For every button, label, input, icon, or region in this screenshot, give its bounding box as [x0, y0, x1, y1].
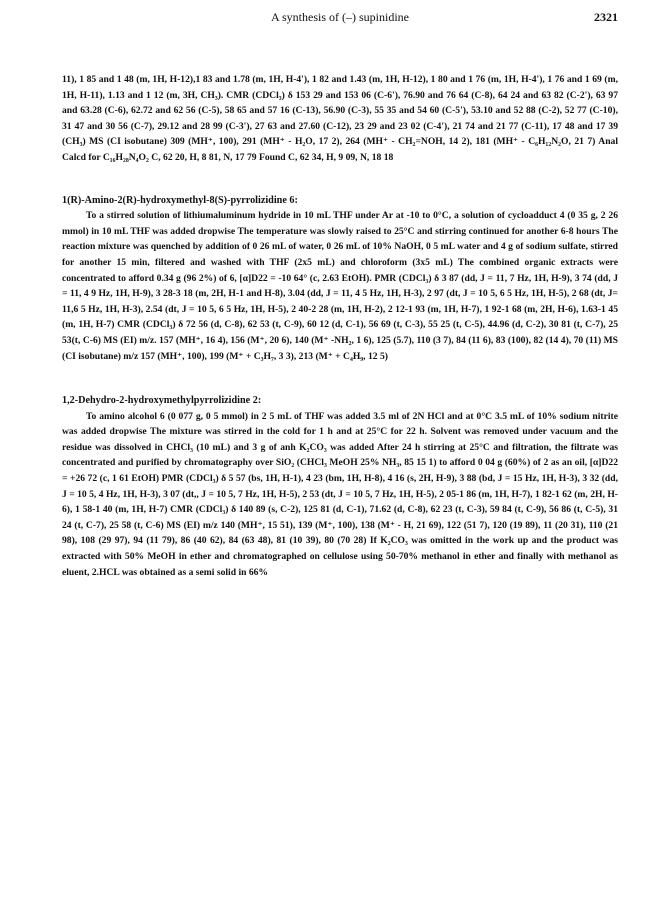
running-title: A synthesis of (–) supinidine: [271, 10, 409, 24]
article-body: [62, 72, 618, 580]
continued-paragraph: 11), 1 85 and 1 48 (m, 1H, H-12),1 83 and 1.78 (m, 1H, H-4'), 1 82 and 1.43 (m, 1H, H-12), 1 80 and 1 76 (m, 1H, H-4'), 1 76 and 1 69 (m, 1H, H-11), 1.13 and 1 12 (m, 3H, CH₃). CMR (CDCl₃) δ 153 29 and 153 06 (C-6'), 76.90 and 76 64 (C-8), 64 24 and 63 82 (C-2'), 63 97 and 63.28 (C-6), 62.72 and 62 56 (C-5), 58 65 and 57 16 (C-13), 56.90 (C-3), 55 35 and 54 60 (C-5'), 53.10 and 52 88 (C-2), 52 77 (C-10), 31 47 and 30 56 (C-7), 29.12 and 28 99 (C-3'), 27 63 and 27.60 (C-12), 23 29 and 23 02 (C-4'), 21 74 and 21 77 (C-11), 17 48 and 17 39 (CH₃) MS (CI isobutane) 309 (MH⁺, 100), 291 (MH⁺ - H₂O, 17 2), 264 (MH⁺ - CH₂=NOH, 14 2), 181 (MH⁺ - C₆H₁₂N₂O, 21 7) Anal Calcd for C₁₆H₂₈N₄O₂ C, 62 20, H, 8 81, N, 17 79 Found C, 62 34, H, 9 09, N, 18 18: [62, 74, 618, 163]
section-text-dehydro-pyrrolizidine: To amino alcohol 6 (0 077 g, 0 5 mmol) in 2 5 mL of THF was added 3.5 ml of 2N HCl and at 0°C 3.5 mL of 10% sodium nitrite was added dropwise The mixture was stirred in the cold for 1 h and at 25°C for 22 h. Solvent was removed under vacuum and the residue was dissolved in CHCl₃ (10 mL) and 3 g of anh K₂CO₃ was added After 24 h stirring at 25°C and filtration, the filtrate was concentrated and purified by chromatography over SiO₂ (CHCl₃ MeOH 25% NH₃, 85 15 1) to afford 0 04 g (60%) of 2 as an oil, [α]D22 = +26 72 (c, 1 61 EtOH) PMR (CDCl₃) δ 5 57 (bs, 1H, H-1), 4 23 (bm, 1H, H-8), 4 16 (s, 2H, H-9), 3 88 (bd, J = 15 Hz, 1H, H-3), 3 32 (dd, J = 10 5, 4 Hz, 1H, H-3), 3 07 (dt,, J = 10 5, 7 Hz, 1H, H-5), 2 53 (dt, J = 10 5, 7 Hz, 1H, H-5), 2 05-1 86 (m, 1H, H-7), 1 82-1 62 (m, 2H, H-6), 1 58-1 40 (m, 1H, H-7) CMR (CDCl₃) δ 140 89 (s, C-2), 125 81 (d, C-1), 71.62 (d, C-8), 62 23 (t, C-3), 59 84 (t, C-9), 56 86 (t, C-5), 31 24 (t, C-7), 25 58 (t, C-6) MS (EI) m/z 140 (MH⁺, 15 51), 139 (M⁺, 100), 138 (M⁺ - H, 21 69), 122 (51 7), 120 (19 89), 11 (20 31), 110 (21 98), 108 (29 97), 94 (11 79), 86 (40 62), 84 (63 48), 81 (10 39), 80 (70 28) If K₂CO₃ was omitted in the work up and the product was extracted with 50% MeOH in ether and chromatographed on cellulose using 50-70% methanol in ether and finally with methanol as eluent, 2.HCL was obtained as a semi solid in 66%: [62, 410, 618, 578]
section-text-amino-pyrrolizidine: To a stirred solution of lithiumaluminum hydride in 10 mL THF under Ar at -10 to 0°C, a solution of cycloadduct 4 (0 35 g, 2 26 mmol) in 10 mL THF was added dropwise The temperature was slowly raised to 25°C and stirring continued for another 6-8 hours The reaction mixture was quenched by addition of 0 26 mL of water, 0 26 mL of 10% NaOH, 0 5 mL water and 4 g of sodium sulfate, stirred for another 15 min, filtered and washed with THF (2x5 mL) and chloroform (3x5 mL) The combined organic extracts were concentrated to afford 0.34 g (96 2%) of 6, [α]D22 = -10 64° (c, 2.63 EtOH). PMR (CDCl₃) δ 3 87 (dd, J = 11, 7 Hz, 1H, H-9), 3 74 (dd, J = 11, 4 9 Hz, 1H, H-9), 3 28-3 18 (m, 2H, H-1 and H-8), 3.04 (dd, J = 11, 4 5 Hz, 1H, H-3), 2 97 (dt, J = 10 5, 6 5 Hz, 1H, H-5), 2 68 (dt, J= 11,6 5 Hz, 1H, H-3), 2.54 (dt, J = 10 5, 6 5 Hz, 1H, H-5), 2 40-2 28 (m, 1H, H-2), 2 12-1 93 (m, 1H, H-7), 1 92-1 68 (m, 2H, H-6), 1.63-1 45 (m, 1H, H-7) CMR (CDCl₃) δ 72 56 (d, C-8), 62 53 (t, C-9), 60 12 (d, C-1), 56 69 (t, C-3), 55 25 (t, C-5), 44.96 (d, C-2), 30 81 (t, C-7), 25 53(t, C-6) MS (EI) m/z. 157 (MH⁺, 16 4), 156 (M⁺, 20 6), 140 (M⁺ -NH₂, 1 6), 125 (5.7), 110 (3 7), 84 (11 6), 83 (100), 82 (14 4), 70 (11) MS (CI isobutane) m/z 157 (MH⁺, 100), 199 (M⁺ + C₃H₇, 3 3), 213 (M⁺ + C₄H₉, 12 5): [62, 210, 618, 362]
page-number: 2321: [594, 10, 618, 24]
section-heading-amino-pyrrolizidine: 1(R)-Amino-2(R)-hydroxymethyl-8(S)-pyrrolizidine 6:: [62, 194, 298, 206]
section-heading-dehydro-pyrrolizidine: 1,2-Dehydro-2-hydroxymethylpyrrolizidine 2:: [62, 395, 262, 407]
running-header: [62, 10, 618, 30]
